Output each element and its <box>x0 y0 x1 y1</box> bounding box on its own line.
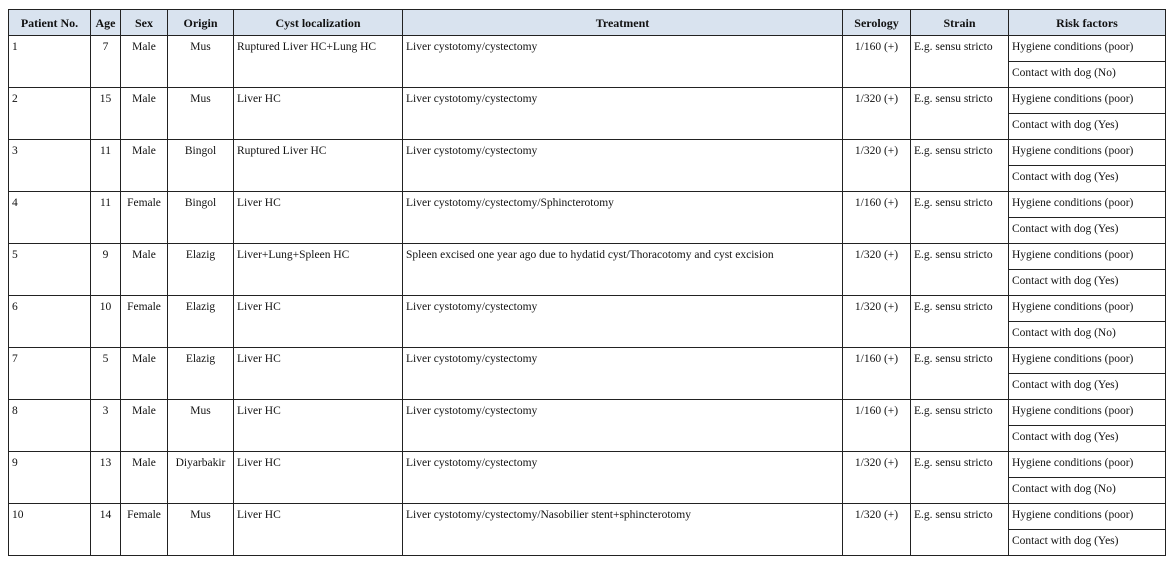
cell-serology: 1/320 (+) <box>843 504 911 556</box>
cell-cyst-localization: Liver HC <box>234 400 403 452</box>
cell-patient-no: 2 <box>9 88 91 140</box>
cell-sex: Male <box>121 88 168 140</box>
cell-risk-hygiene: Hygiene conditions (poor) <box>1009 296 1166 322</box>
cell-strain: E.g. sensu stricto <box>911 88 1009 140</box>
cell-patient-no: 9 <box>9 452 91 504</box>
cell-cyst-localization: Ruptured Liver HC <box>234 140 403 192</box>
cell-treatment: Liver cystotomy/cystectomy/Nasobilier stent+sphincterotomy <box>403 504 843 556</box>
header-sex: Sex <box>121 10 168 36</box>
cell-serology: 1/320 (+) <box>843 88 911 140</box>
cell-risk-dog-contact: Contact with dog (Yes) <box>1009 270 1166 296</box>
cell-treatment: Liver cystotomy/cystectomy <box>403 88 843 140</box>
cell-patient-no: 8 <box>9 400 91 452</box>
cell-origin: Mus <box>168 36 234 88</box>
cell-serology: 1/160 (+) <box>843 192 911 244</box>
cell-origin: Elazig <box>168 296 234 348</box>
cell-origin: Mus <box>168 400 234 452</box>
cell-age: 7 <box>91 36 121 88</box>
cell-sex: Male <box>121 36 168 88</box>
cell-risk-dog-contact: Contact with dog (No) <box>1009 322 1166 348</box>
cell-sex: Male <box>121 140 168 192</box>
cell-serology: 1/160 (+) <box>843 36 911 88</box>
cell-risk-hygiene: Hygiene conditions (poor) <box>1009 36 1166 62</box>
cell-treatment: Liver cystotomy/cystectomy <box>403 348 843 400</box>
cell-origin: Elazig <box>168 244 234 296</box>
cell-strain: E.g. sensu stricto <box>911 400 1009 452</box>
cell-cyst-localization: Liver HC <box>234 452 403 504</box>
patient-table <box>8 9 1166 556</box>
cell-cyst-localization: Liver HC <box>234 296 403 348</box>
table-row <box>9 88 1166 114</box>
cell-risk-dog-contact: Contact with dog (Yes) <box>1009 530 1166 556</box>
table-row <box>9 192 1166 218</box>
cell-patient-no: 4 <box>9 192 91 244</box>
cell-risk-hygiene: Hygiene conditions (poor) <box>1009 348 1166 374</box>
cell-risk-dog-contact: Contact with dog (Yes) <box>1009 114 1166 140</box>
cell-strain: E.g. sensu stricto <box>911 504 1009 556</box>
table-row <box>9 504 1166 530</box>
cell-cyst-localization: Liver+Lung+Spleen HC <box>234 244 403 296</box>
cell-origin: Bingol <box>168 192 234 244</box>
cell-age: 9 <box>91 244 121 296</box>
cell-treatment: Liver cystotomy/cystectomy <box>403 400 843 452</box>
cell-origin: Elazig <box>168 348 234 400</box>
cell-risk-hygiene: Hygiene conditions (poor) <box>1009 504 1166 530</box>
cell-patient-no: 1 <box>9 36 91 88</box>
table-row <box>9 140 1166 166</box>
cell-risk-dog-contact: Contact with dog (Yes) <box>1009 374 1166 400</box>
table-row <box>9 452 1166 478</box>
cell-age: 15 <box>91 88 121 140</box>
cell-serology: 1/320 (+) <box>843 296 911 348</box>
cell-serology: 1/320 (+) <box>843 140 911 192</box>
cell-sex: Male <box>121 400 168 452</box>
header-origin: Origin <box>168 10 234 36</box>
cell-sex: Male <box>121 348 168 400</box>
cell-age: 3 <box>91 400 121 452</box>
cell-cyst-localization: Liver HC <box>234 192 403 244</box>
cell-age: 10 <box>91 296 121 348</box>
cell-risk-dog-contact: Contact with dog (Yes) <box>1009 218 1166 244</box>
cell-patient-no: 7 <box>9 348 91 400</box>
cell-strain: E.g. sensu stricto <box>911 452 1009 504</box>
cell-strain: E.g. sensu stricto <box>911 192 1009 244</box>
cell-age: 11 <box>91 192 121 244</box>
cell-risk-dog-contact: Contact with dog (No) <box>1009 478 1166 504</box>
cell-risk-dog-contact: Contact with dog (Yes) <box>1009 166 1166 192</box>
cell-origin: Diyarbakir <box>168 452 234 504</box>
cell-treatment: Liver cystotomy/cystectomy/Sphincterotomy <box>403 192 843 244</box>
header-row <box>9 10 1166 36</box>
header-age: Age <box>91 10 121 36</box>
cell-risk-hygiene: Hygiene conditions (poor) <box>1009 400 1166 426</box>
cell-strain: E.g. sensu stricto <box>911 348 1009 400</box>
cell-cyst-localization: Liver HC <box>234 348 403 400</box>
table-row <box>9 36 1166 62</box>
cell-serology: 1/320 (+) <box>843 452 911 504</box>
cell-treatment: Spleen excised one year ago due to hydatid cyst/Thoracotomy and cyst excision <box>403 244 843 296</box>
cell-sex: Female <box>121 192 168 244</box>
cell-origin: Bingol <box>168 140 234 192</box>
table-row <box>9 400 1166 426</box>
cell-risk-dog-contact: Contact with dog (Yes) <box>1009 426 1166 452</box>
header-cyst-localization: Cyst localization <box>234 10 403 36</box>
cell-risk-dog-contact: Contact with dog (No) <box>1009 62 1166 88</box>
cell-risk-hygiene: Hygiene conditions (poor) <box>1009 192 1166 218</box>
cell-origin: Mus <box>168 504 234 556</box>
cell-age: 14 <box>91 504 121 556</box>
cell-patient-no: 5 <box>9 244 91 296</box>
cell-cyst-localization: Ruptured Liver HC+Lung HC <box>234 36 403 88</box>
cell-origin: Mus <box>168 88 234 140</box>
cell-serology: 1/160 (+) <box>843 400 911 452</box>
header-serology: Serology <box>843 10 911 36</box>
header-risk-factors: Risk factors <box>1009 10 1166 36</box>
cell-patient-no: 6 <box>9 296 91 348</box>
cell-strain: E.g. sensu stricto <box>911 244 1009 296</box>
table-row <box>9 296 1166 322</box>
cell-age: 13 <box>91 452 121 504</box>
cell-treatment: Liver cystotomy/cystectomy <box>403 140 843 192</box>
header-patient-no: Patient No. <box>9 10 91 36</box>
cell-sex: Male <box>121 452 168 504</box>
cell-risk-hygiene: Hygiene conditions (poor) <box>1009 452 1166 478</box>
cell-treatment: Liver cystotomy/cystectomy <box>403 36 843 88</box>
header-strain: Strain <box>911 10 1009 36</box>
table-row <box>9 348 1166 374</box>
cell-patient-no: 10 <box>9 504 91 556</box>
cell-age: 11 <box>91 140 121 192</box>
cell-risk-hygiene: Hygiene conditions (poor) <box>1009 88 1166 114</box>
cell-treatment: Liver cystotomy/cystectomy <box>403 452 843 504</box>
table-row <box>9 244 1166 270</box>
cell-serology: 1/320 (+) <box>843 244 911 296</box>
cell-patient-no: 3 <box>9 140 91 192</box>
cell-sex: Female <box>121 296 168 348</box>
cell-strain: E.g. sensu stricto <box>911 296 1009 348</box>
cell-risk-hygiene: Hygiene conditions (poor) <box>1009 140 1166 166</box>
cell-cyst-localization: Liver HC <box>234 88 403 140</box>
cell-cyst-localization: Liver HC <box>234 504 403 556</box>
cell-sex: Female <box>121 504 168 556</box>
cell-serology: 1/160 (+) <box>843 348 911 400</box>
cell-risk-hygiene: Hygiene conditions (poor) <box>1009 244 1166 270</box>
cell-strain: E.g. sensu stricto <box>911 140 1009 192</box>
cell-age: 5 <box>91 348 121 400</box>
cell-strain: E.g. sensu stricto <box>911 36 1009 88</box>
cell-sex: Male <box>121 244 168 296</box>
cell-treatment: Liver cystotomy/cystectomy <box>403 296 843 348</box>
header-treatment: Treatment <box>403 10 843 36</box>
